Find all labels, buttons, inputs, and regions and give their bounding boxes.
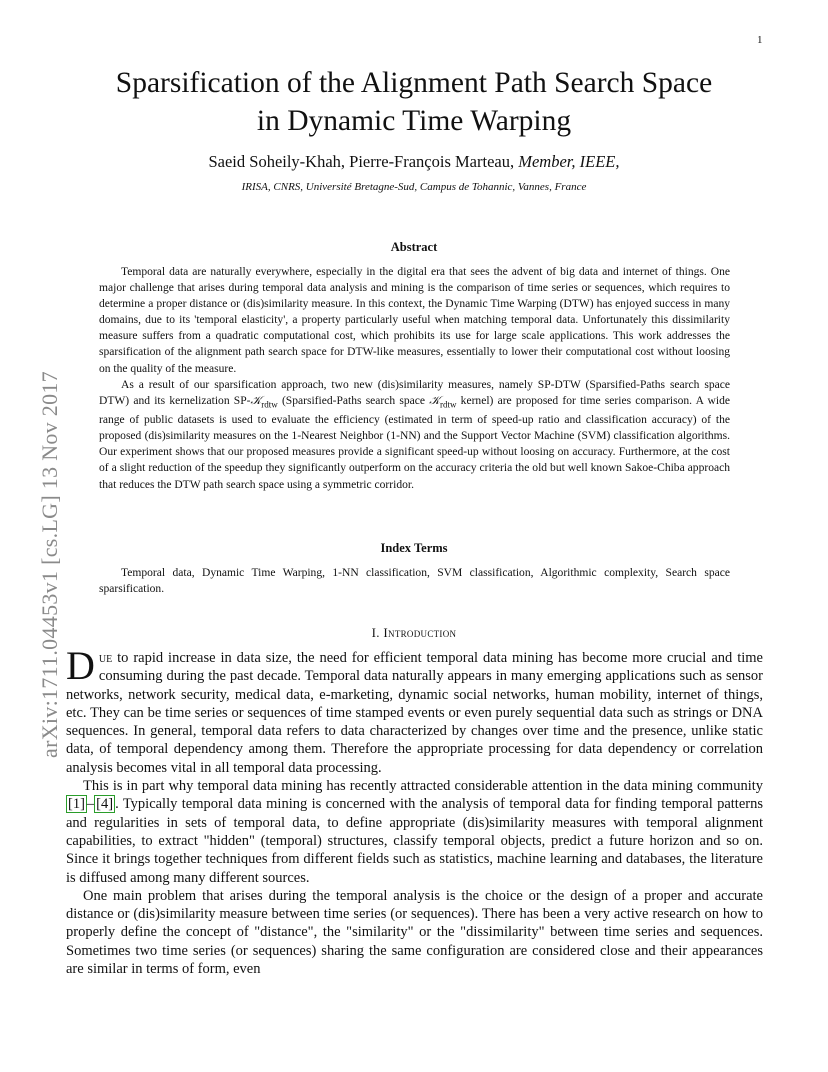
abstract-text: (Sparsified-Paths search space: [277, 394, 430, 407]
author-list: [60, 152, 768, 172]
index-terms: [99, 565, 730, 597]
title-line-2: in Dynamic Time Warping: [256, 105, 572, 137]
lead-word: ue: [98, 650, 113, 666]
affiliation: IRISA, CNRS, Université Bretagne-Sud, Campus de Tohannic, Vannes, France: [241, 181, 587, 193]
citation-dash: –: [86, 796, 95, 813]
index-terms-heading: Index Terms: [380, 541, 448, 555]
introduction-body: [66, 643, 763, 978]
intro-paragraph: [66, 643, 763, 777]
intro-paragraph: One main problem that arises during the temporal analysis is the choice or the design of a proper and accurate distance or (dis)similarity measure between time series (or sequences). There has been a very active research on how to properly define the concept of "distance", the "similarity" or the "dissimilarity" between time series and sequences. Sometimes two time series (or sequences) sharing the same configuration are considered close and their appearances are similar in terms of form, even: [66, 887, 763, 978]
author-role: Member, IEEE,: [518, 152, 620, 171]
abstract-body: [99, 264, 730, 493]
citation-link[interactable]: [4]: [96, 796, 114, 813]
page-number: 1: [757, 34, 763, 46]
kernel-subscript: rdtw: [261, 399, 278, 410]
citation-link[interactable]: [1]: [68, 796, 85, 813]
section-title: Introduction: [383, 625, 457, 640]
intro-text: . Typically temporal data mining is concerned with the analysis of temporal data for finding temporal patterns and regularities in sets of temporal data, to define appropriate (dis)similarity measures with temporal alignment capabilities, to extract "hidden" (temporal) structures, classify temporal objects, predict a future horizon and so on. Since it brings together techniques from different fields such as statistics, machine learning and databases, the literature is diffused among many different sources.: [66, 796, 763, 886]
intro-text: This is in part why temporal data mining has recently attracted considerable attention in the data mining community: [83, 778, 763, 795]
intro-paragraph: [66, 777, 763, 887]
abstract-text: kernel) are proposed for time series comparison. A wide range of public datasets is used to evaluate the efficiency (estimated in term of speed-up ratio and classification accuracy) of the proposed (dis)similarity measures on the 1-Nearest Neighbor (1-NN) and the Support Vector Machine (SVM) classification algorithms. Our experiment shows that our proposed measures provide a significant speed-up without loosing on accuracy. Furthermore, at the cost of a slight reduction of the speedup they significantly outperform on the accuracy criteria the old but well known Sakoe-Chiba approach that reduces the DTW path search space using a symmetric corridor.: [99, 394, 730, 491]
abstract-paragraph: Temporal data are naturally everywhere, especially in the digital era that sees the advent of big data and internet of things. One major challenge that arises during temporal data analysis and mining is the comparison of time series or sequences, which requires to determine a proper distance or (dis)similarity measure. In this context, the Dynamic Time Warping (DTW) has enjoyed success in many domains, due to its 'temporal elasticity', a property particularly useful when matching temporal data. Unfortunately this dissimilarity measure suffers from a quadratic computational cost, which prohibits its use for large scale applications. This work addresses the sparsification of the alignment path search space for DTW-like measures, essentially to lower their computational cost without loosing on the quality of the measure.: [99, 266, 730, 375]
abstract-text: As a result of our sparsification approach, two new (dis)similarity measures, namely SP-DTW (Sparsified-Paths search space DTW) and its kernelization SP-: [99, 378, 730, 407]
kernel-symbol: 𝒦: [250, 394, 262, 407]
section-heading: [60, 625, 768, 641]
arxiv-identifier: arXiv:1711.04453v1 [cs.LG] 13 Nov 2017: [37, 371, 62, 758]
kernel-subscript: rdtw: [439, 399, 457, 410]
abstract-heading: Abstract: [390, 240, 438, 254]
abstract-paragraph: [99, 377, 730, 493]
intro-text: [66, 643, 763, 776]
intro-text-rest: to rapid increase in data size, the need for efficient temporal data mining has become more crucial and time consuming during the past decade. Temporal data naturally appears in many emerging applications such as sensor networks, network security, medical data, e-marketing, dynamic social networks, human mobility, internet of things, etc. They can be time series or sequences of time stamped events or even purely sequential data such as strings or DNA sequences. In general, temporal data refers to data characterized by changes over time and the presence, unlike static data, of temporal dependency among them. Therefore the appropriate processing for data dependency or correlation analysis becomes vital in all temporal data processing.: [66, 650, 763, 776]
drop-cap: D: [66, 643, 95, 688]
section-number: I.: [371, 625, 380, 640]
author-names: Saeid Soheily-Khah, Pierre-François Marteau,: [208, 152, 515, 171]
paper-title: [60, 64, 768, 140]
kernel-symbol: 𝒦: [429, 394, 440, 407]
title-line-1: Sparsification of the Alignment Path Search Space: [115, 67, 713, 99]
index-terms-text: Temporal data, Dynamic Time Warping, 1-NN classification, SVM classification, Algorithmic complexity, Search space sparsification.: [99, 567, 730, 596]
